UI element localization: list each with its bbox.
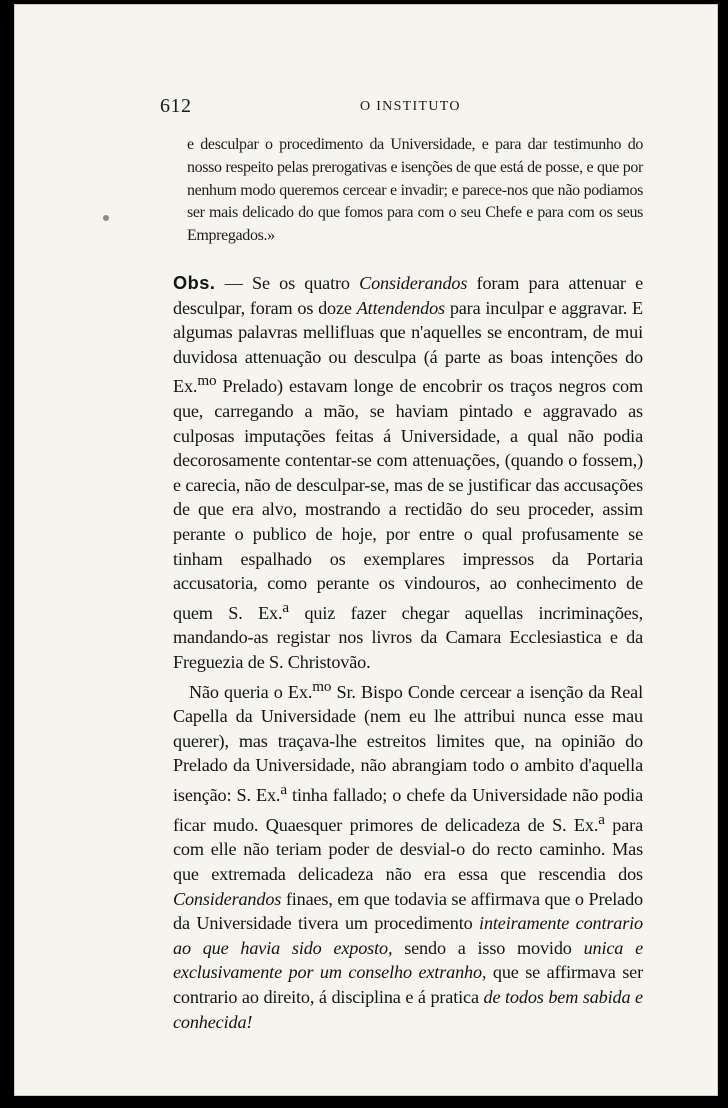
text-span: para com elle não teriam poder de desvial-o do recto caminho. Mas que extremada delicadeza não era essa que rescendia dos [173,814,644,884]
book-page [14,4,718,1096]
text-span: finaes, em que todavia se affirmava que o Prelado da Universidade tivera um procedimento [173,888,643,934]
superscript: a [282,598,289,616]
text-span: Sr. Bispo Conde cercear a isenção da Real Capella da Universidade (nem eu lhe attribui nunca esse mau querer), mas traçava-lhe estreitos limites que, na opinião do Prelado da Universidade, não abrangiam todo o ambito d'aquella isenção: S. Ex. [173,681,644,806]
obs-label: Obs. [173,273,216,293]
page-speck [103,215,109,221]
main-text [173,271,643,1034]
text-span: foram para attenuar e desculpar, foram os doze [173,273,643,318]
italic-term: Attendendos [356,297,445,318]
superscript: a [598,810,605,828]
paragraph-obs [173,271,643,675]
page-number: 612 [160,95,192,117]
text-span: Não queria o Ex. [189,681,313,702]
text-span: que se affirmava ser contrario ao direito, á disciplina e á pratica [173,962,643,1007]
text-span: para inculpar e aggravar. E algumas palavras mellifluas que n'aquelles se encontram, de mui duvidosa attenuação ou desculpa (á parte as boas intenções do Ex. [173,297,643,397]
italic-phrase: unica e exclusivamente por um conselho extranho, [173,937,643,983]
superscript: a [280,781,287,799]
text-span: quiz fazer chegar aquellas incriminações, mandando-as registar nos livros da Camara Ecclesiastica e da Freguezia de S. Christovão. [173,602,644,673]
italic-phrase: de todos bem sabida e conhecida! [173,986,643,1032]
italic-term: Considerandos [173,888,282,909]
text-span: — Se os quatro [215,273,360,293]
quoted-passage: e desculpar o procedimento da Universidade, e para dar testimunho do nosso respeito pelas prerogativas e isenções de que está de posse, e que por nenhum modo queremos cercear e invadir; e parece-nos que não podiamos ser mais delicado do que fomos para com o seu Chefe e para com os seus Empregados.» [187,136,643,245]
superscript: mo [312,677,332,695]
superscript: mo [197,372,217,390]
italic-term: Considerandos [359,273,468,293]
paragraph-second [173,675,643,1035]
running-head: O INSTITUTO [360,99,461,114]
page-header [160,89,630,119]
text-span: Prelado) estavam longe de encobrir os traços negros com que, carregando a mão, se haviam pintado e aggravado as culposas imputações feitas á Universidade, a qual não podia decorosamente contentar-se com attenuações, (quando o fossem,) e carecia, não de desculpar-se, mas de se justificar das accusações de que era alvo, mostrando a rectidão do seu proceder, assim perante o publico de hoje, por entre o qual profusamente se tinham espalhado os exemplares impressos da Portaria accusatoria, como perante os vindouros, ao conhecimento de quem S. Ex. [173,376,643,623]
text-span: tinha fallado; o chefe da Universidade não podia ficar mudo. Quaesquer primores de delicadeza de S. Ex. [173,785,643,835]
text-span: sendo a isso movido [392,937,584,958]
italic-phrase: inteiramente contrario ao que havia sido exposto, [173,913,644,958]
